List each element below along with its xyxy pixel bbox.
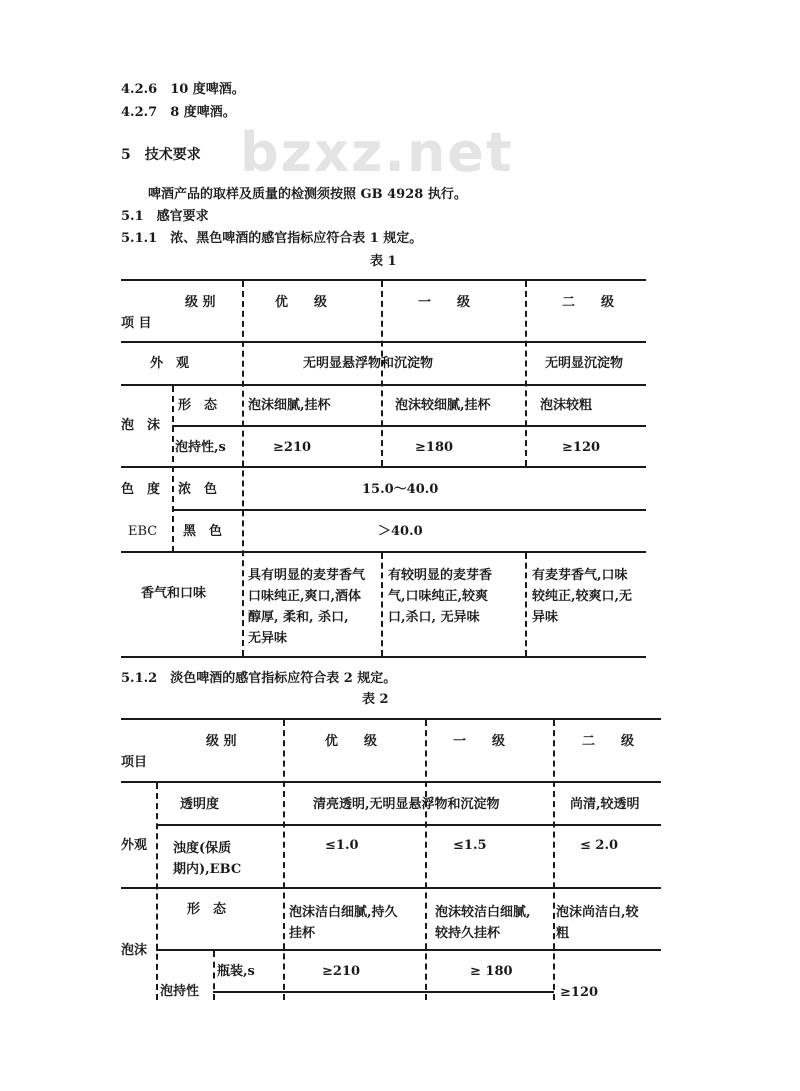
text-line: 口味纯正,爽口,酒体 <box>248 589 362 604</box>
text-line: 有麦芽香气,口味 <box>532 568 628 583</box>
rule <box>156 824 661 826</box>
t2-form-v1 <box>289 902 398 944</box>
t2-turb-v3: ≤ 2.0 <box>580 838 619 853</box>
t1-form-v3: 泡沫较粗 <box>540 398 593 413</box>
column-divider <box>425 720 427 1000</box>
t1-appearance-v12: 无明显悬浮物和沉淀物 <box>303 356 434 371</box>
text-line: 气,口味纯正,较爽 <box>388 589 489 604</box>
text-line: 较持久挂杯 <box>435 926 501 941</box>
rule <box>121 551 646 553</box>
t1-aroma: 香气和口味 <box>141 586 207 601</box>
t1-appearance: 外 观 <box>150 356 190 371</box>
t1-col-second: 二 级 <box>562 295 615 310</box>
t1-col-premium: 优 级 <box>275 295 328 310</box>
text-line: 具有明显的麦芽香气 <box>248 568 366 583</box>
text-line: 泡沫较洁白细腻, <box>435 905 531 920</box>
t1-dark: 浓 色 <box>178 482 218 497</box>
rule <box>121 341 646 343</box>
clause-5-1-2: 5.1.2 淡色啤酒的感官指标应符合表 2 规定。 <box>121 671 397 686</box>
t2-foam: 泡沫 <box>121 943 148 958</box>
rule <box>121 384 646 386</box>
table-1-caption: 表 1 <box>370 254 397 269</box>
t2-appearance: 外观 <box>121 838 148 853</box>
section-5-paragraph: 啤酒产品的取样及质量的检测须按照 GB 4928 执行。 <box>148 187 467 202</box>
text-line: 无异味 <box>248 631 288 646</box>
t2-turbidity <box>173 838 241 880</box>
t1-persist-v3: ≥120 <box>562 440 601 455</box>
t2-bottled-v2: ≥ 180 <box>470 964 513 979</box>
t1-aroma-v2 <box>388 565 492 628</box>
clause-4-2-7: 4.2.7 8 度啤酒。 <box>121 105 236 120</box>
t1-black-value: ＞40.0 <box>378 524 423 539</box>
column-divider <box>381 281 383 466</box>
t2-form: 形 态 <box>187 902 227 917</box>
t2-turb-v1: ≤1.0 <box>325 838 359 853</box>
t2-clarity-v3: 尚清,较透明 <box>570 797 640 812</box>
text-line: 醇厚, 柔和, 杀口, <box>248 610 349 625</box>
rule <box>121 781 661 783</box>
t2-persist-v3: ≥120 <box>560 985 599 1000</box>
t2-persist: 泡持性 <box>160 984 200 999</box>
t2-col-premium: 优 级 <box>325 734 378 749</box>
column-divider <box>525 281 527 466</box>
column-divider <box>242 281 244 656</box>
t2-bottled: 瓶装,s <box>217 964 255 979</box>
t2-bottled-v1: ≥210 <box>322 964 361 979</box>
clause-5-1-1: 5.1.1 浓、黑色啤酒的感官指标应符合表 1 规定。 <box>121 231 423 246</box>
t1-foam: 泡 沫 <box>121 418 161 433</box>
t1-col-first: 一 级 <box>418 295 471 310</box>
t2-col-second: 二 级 <box>582 734 635 749</box>
t1-appearance-v3: 无明显沉淀物 <box>545 356 624 371</box>
table-2-caption: 表 2 <box>362 692 389 707</box>
column-divider <box>381 553 383 656</box>
text-line: 期内),EBC <box>173 862 242 877</box>
rule <box>121 656 646 658</box>
t2-header-grade: 级 别 <box>206 734 237 749</box>
text-line: 有较明显的麦芽香 <box>388 568 493 583</box>
t2-form-v3 <box>556 902 639 944</box>
t1-form-v2: 泡沫较细腻,挂杯 <box>395 398 491 413</box>
text-line: 泡沫尚洁白,较 <box>556 905 639 920</box>
column-divider <box>525 553 527 656</box>
t2-turb-v2: ≤1.5 <box>453 838 487 853</box>
rule <box>121 466 646 468</box>
t1-ebc: EBC <box>128 524 158 539</box>
t2-header-item: 项目 <box>121 755 148 770</box>
t1-form-v1: 泡沫细腻,挂杯 <box>248 398 331 413</box>
column-divider <box>213 951 215 1000</box>
t1-persist: 泡持性,s <box>175 440 226 455</box>
t2-clarity: 透明度 <box>180 797 220 812</box>
t2-form-v2 <box>435 902 531 944</box>
text-line: 粗 <box>556 926 570 941</box>
text-line: 异味 <box>532 610 559 625</box>
t2-clarity-v12: 清亮透明,无明显悬浮物和沉淀物 <box>313 797 500 812</box>
rule <box>121 279 646 281</box>
t1-dark-value: 15.0～40.0 <box>362 482 439 497</box>
text-line: 浊度(保质 <box>173 841 232 856</box>
text-line: 较纯正,较爽口,无 <box>532 589 633 604</box>
column-divider <box>553 720 555 1000</box>
t2-col-first: 一 级 <box>453 734 506 749</box>
text-line: 口,杀口, 无异味 <box>388 610 480 625</box>
column-divider <box>156 783 158 1000</box>
t1-color: 色 度 <box>121 482 161 497</box>
watermark: bzxz.net <box>240 121 514 184</box>
rule <box>156 949 661 951</box>
column-divider <box>283 720 285 1000</box>
t1-aroma-v3 <box>532 565 632 628</box>
rule <box>121 887 661 889</box>
t1-header-grade: 级 别 <box>185 295 216 310</box>
text-line: 挂杯 <box>289 926 316 941</box>
t1-black: 黑 色 <box>183 524 223 539</box>
column-divider <box>172 386 174 552</box>
rule <box>121 718 661 720</box>
rule <box>213 991 554 993</box>
t1-persist-v2: ≥180 <box>415 440 454 455</box>
clause-4-2-6: 4.2.6 10 度啤酒。 <box>121 82 245 97</box>
section-5-1-heading: 5.1 感官要求 <box>121 209 209 224</box>
section-5-heading: 5 技术要求 <box>121 147 201 163</box>
text-line: 泡沫洁白细腻,持久 <box>289 905 398 920</box>
t1-header-item: 项 目 <box>121 316 152 331</box>
t1-aroma-v1 <box>248 565 365 649</box>
t1-form: 形 态 <box>178 398 218 413</box>
t1-persist-v1: ≥210 <box>273 440 312 455</box>
